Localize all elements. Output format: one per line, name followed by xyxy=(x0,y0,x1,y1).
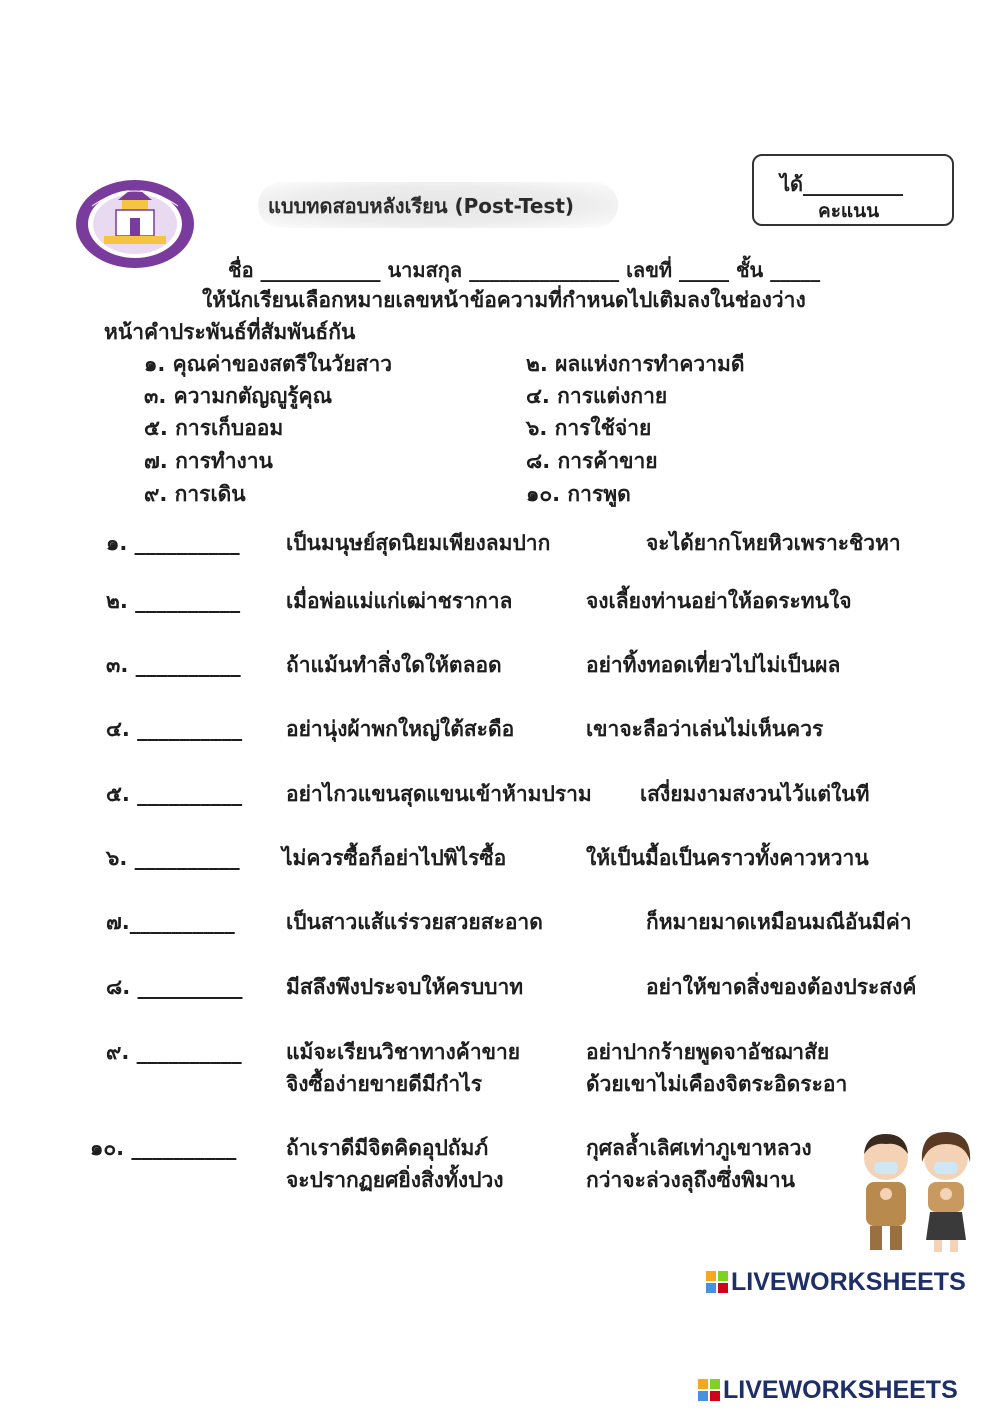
question-number-blank[interactable]: ๒. __________ xyxy=(106,589,241,613)
option-item: ๓. ความกตัญญูรู้คุณ xyxy=(144,384,333,408)
question-number-blank[interactable]: ๑. __________ xyxy=(106,531,240,555)
page-title: แบบทดสอบหลังเรียน (Post-Test) xyxy=(268,194,575,218)
verse-line: เป็นมนุษย์สุดนิยมเพียงลมปาก xyxy=(286,531,551,555)
verse-line: แม้จะเรียนวิชาทางค้าขาย xyxy=(286,1040,521,1064)
verse-line: จะได้ยากโหยหิวเพราะชิวหา xyxy=(646,531,901,555)
option-item: ๗. การทำงาน xyxy=(144,449,273,473)
verse-line: อย่าทิ้งทอดเที่ยวไปไม่เป็นผล xyxy=(586,653,841,677)
verse-line: เป็นสาวแส้แร่รวยสวยสะอาด xyxy=(286,910,543,934)
liveworksheets-text: LIVEWORKSHEETS xyxy=(723,1376,958,1404)
option-item: ๖. การใช้จ่าย xyxy=(526,416,652,440)
verse-line: เมื่อพ่อแม่แก่เฒ่าชรากาล xyxy=(286,589,513,613)
option-item: ๔. การแต่งกาย xyxy=(526,384,668,408)
verse-line: ไม่ควรซื้อก็อย่าไปพิไรซื้อ xyxy=(282,846,507,870)
teacher-characters-icon xyxy=(850,1128,980,1254)
verse-line: จงเลี้ยงท่านอย่าให้อดระทนใจ xyxy=(586,589,852,613)
school-logo-icon xyxy=(74,178,196,270)
liveworksheets-logo xyxy=(698,1376,958,1405)
verse-line: เขาจะลือว่าเล่นไม่เห็นควร xyxy=(586,717,824,741)
question-number-blank[interactable]: ๘. __________ xyxy=(106,975,243,999)
verse-line: อย่าปากร้ายพูดจาอัชฌาสัย xyxy=(586,1040,830,1064)
score-blank[interactable]: ได้__________ xyxy=(780,172,904,196)
verse-line: ให้เป็นมื้อเป็นคราวทั้งคาวหวาน xyxy=(586,846,869,870)
option-item: ๙. การเดิน xyxy=(144,482,246,506)
question-number-blank[interactable]: ๕. __________ xyxy=(106,782,243,806)
question-number-blank[interactable]: ๓. __________ xyxy=(106,653,241,677)
option-item: ๑๐. การพูด xyxy=(526,482,631,506)
option-item: ๕. การเก็บออม xyxy=(144,416,284,440)
question-number-blank[interactable]: ๑๐. __________ xyxy=(90,1136,237,1160)
question-number-blank[interactable]: ๖. __________ xyxy=(106,846,240,870)
verse-line: ถ้าเราดีมีจิตคิดอุปถัมภ์ xyxy=(286,1136,489,1160)
verse-line: จะปรากฏยศยิ่งสิ่งทั้งปวง xyxy=(286,1168,504,1192)
verse-line: ก็หมายมาดเหมือนมณีอันมีค่า xyxy=(646,910,912,934)
question-number-blank[interactable]: ๙. __________ xyxy=(106,1040,242,1064)
verse-line: ถ้าแม้นทำสิ่งใดให้ตลอด xyxy=(286,653,502,677)
liveworksheets-mark-icon xyxy=(698,1379,720,1401)
option-item: ๑. คุณค่าของสตรีในวัยสาว xyxy=(144,352,393,376)
score-label: คะแนน xyxy=(818,200,880,222)
liveworksheets-mark-icon xyxy=(706,1271,728,1293)
verse-line: อย่านุ่งผ้าพกใหญ่ใต้สะดือ xyxy=(286,717,515,741)
option-item: ๒. ผลแห่งการทำความดี xyxy=(526,352,745,376)
verse-line: จิงซื้อง่ายขายดีมีกำไร xyxy=(286,1072,483,1096)
verse-line: อย่าไกวแขนสุดแขนเข้าห้ามปราม xyxy=(286,782,592,806)
liveworksheets-logo xyxy=(706,1268,966,1297)
student-info-line[interactable]: ชื่อ ____________ นามสกุล _______________ เลขที่ _____ ชั้น _____ xyxy=(228,258,821,282)
option-item: ๘. การค้าขาย xyxy=(526,449,658,473)
verse-line: กุศลล้ำเลิศเท่าภูเขาหลวง xyxy=(586,1136,812,1160)
instruction-line-1: ให้นักเรียนเลือกหมายเลขหน้าข้อความที่กำหนดไปเติมลงในช่องว่าง xyxy=(202,288,806,312)
question-number-blank[interactable]: ๔. __________ xyxy=(106,717,243,741)
verse-line: เสงี่ยมงามสงวนไว้แต่ในที xyxy=(640,782,870,806)
liveworksheets-text: LIVEWORKSHEETS xyxy=(731,1268,966,1296)
verse-line: มีสลึงพึงประจบให้ครบบาท xyxy=(286,975,524,999)
verse-line: ด้วยเขาไม่เคืองจิตระอิดระอา xyxy=(586,1072,848,1096)
verse-line: อย่าให้ขาดสิ่งของต้องประสงค์ xyxy=(646,975,917,999)
question-number-blank[interactable]: ๗.__________ xyxy=(106,910,235,934)
instruction-line-2: หน้าคำประพันธ์ที่สัมพันธ์กัน xyxy=(104,320,356,344)
verse-line: กว่าจะล่วงลุถึงซึ่งพิมาน xyxy=(586,1168,795,1192)
